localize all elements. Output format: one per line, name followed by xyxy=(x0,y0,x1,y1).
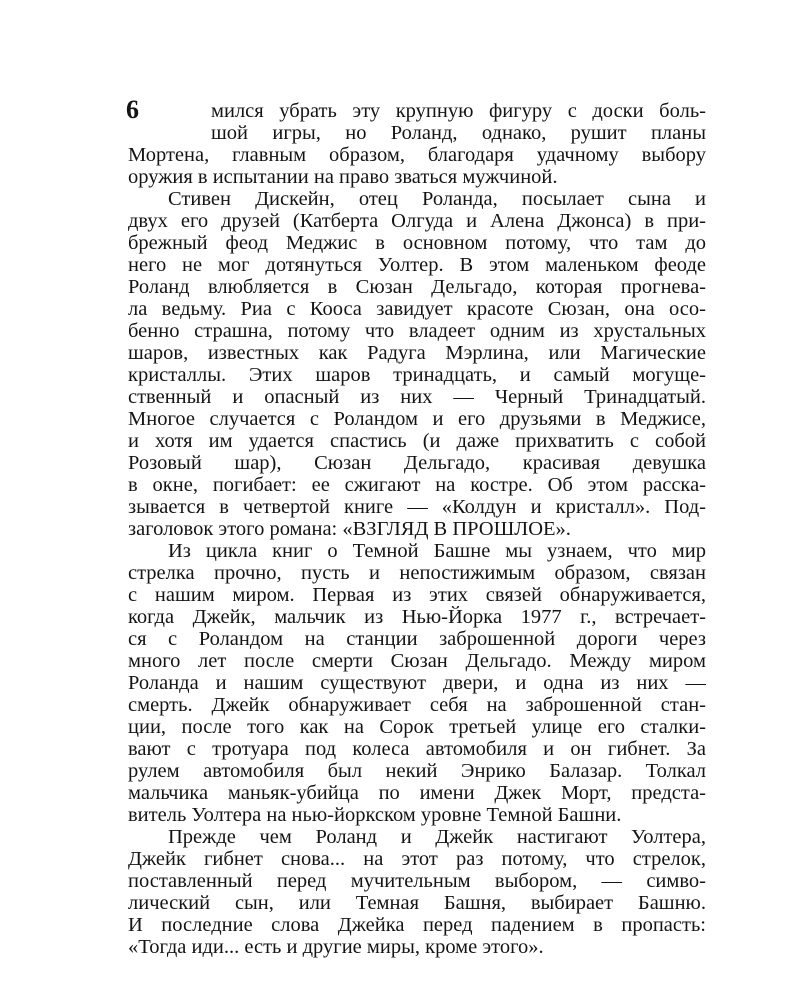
text-line: И последние слова Джейка перед падением в пропасть: xyxy=(128,914,706,936)
text-line: Прежде чем Роланд и Джейк настигают Уолтера, xyxy=(168,826,706,848)
text-line: оружия в испытании на право зваться мужчиной. xyxy=(128,166,558,188)
text-line: Стивен Дискейн, отец Роланда, посылает сына и xyxy=(168,188,706,210)
text-line: Роланд влюбляется в Сюзан Дельгадо, которая прогнева- xyxy=(128,276,706,298)
text-line: в окне, погибает: ее сжигают на костре. Об этом расска- xyxy=(128,474,706,496)
text-line: Мортена, главным образом, благодаря удачному выбору xyxy=(128,144,706,166)
text-line: зывается в четвертой книге — «Колдун и кристалл». Под- xyxy=(128,496,706,518)
text-line: с нашим миром. Первая из этих связей обнаруживается, xyxy=(128,584,706,606)
text-line: вают с тротуара под колеса автомобиля и он гибнет. За xyxy=(128,738,706,760)
text-line: когда Джейк, мальчик из Нью-Йорка 1977 г., встречает- xyxy=(128,606,706,628)
text-line: шаров, известных как Радуга Мэрлина, или Магические xyxy=(128,342,706,364)
text-line: ции, после того как на Сорок третьей улице его сталки- xyxy=(128,716,706,738)
text-line: заголовок этого романа: «ВЗГЛЯД В ПРОШЛОЕ». xyxy=(128,518,571,540)
text-line: двух его друзей (Катберта Олгуда и Алена Джонса) в при- xyxy=(128,210,706,232)
text-line: брежный феод Меджис в основном потому, что там до xyxy=(128,232,706,254)
text-line: лический сын, или Темная Башня, выбирает Башню. xyxy=(128,892,706,914)
text-line: Роланда и нашим существуют двери, и одна из них — xyxy=(128,672,706,694)
text-line: кристаллы. Этих шаров тринадцать, и самый могуще- xyxy=(128,364,706,386)
page-number: 6 xyxy=(126,95,139,124)
text-line: него не мог дотянуться Уолтер. В этом маленьком феоде xyxy=(128,254,706,276)
text-line: много лет после смерти Сюзан Дельгадо. Между миром xyxy=(128,650,706,672)
text-line: Многое случается с Роландом и его друзьями в Меджисе, xyxy=(128,408,706,430)
text-line: и хотя им удается спастись (и даже прихватить с собой xyxy=(128,430,706,452)
text-line: Джейк гибнет снова... на этот раз потому, что стрелок, xyxy=(128,848,706,870)
text-line: витель Уолтера на нью-йоркском уровне Темной Башни. xyxy=(128,804,622,826)
text-line: ственный и опасный из них — Черный Тринадцатый. xyxy=(128,386,706,408)
text-line: ла ведьму. Риа с Кооса завидует красоте Сюзан, она осо- xyxy=(128,298,706,320)
text-line: рулем автомобиля был некий Энрико Балазар. Толкал xyxy=(128,760,706,782)
text-line: ся с Роландом на станции заброшенной дороги через xyxy=(128,628,706,650)
text-line: «Тогда иди... есть и другие миры, кроме этого». xyxy=(128,936,544,958)
text-line: Розовый шар), Сюзан Дельгадо, красивая девушка xyxy=(128,452,706,474)
text-line: шой игры, но Роланд, однако, рушит планы xyxy=(211,122,706,144)
text-line: стрелка прочно, пусть и непостижимым образом, связан xyxy=(128,562,706,584)
text-line: мился убрать эту крупную фигуру с доски боль- xyxy=(211,100,706,122)
text-line: Из цикла книг о Темной Башне мы узнаем, что мир xyxy=(168,540,706,562)
text-line: смерть. Джейк обнаруживает себя на заброшенной стан- xyxy=(128,694,706,716)
text-line: поставленный перед мучительным выбором, — симво- xyxy=(128,870,706,892)
text-line: мальчика маньяк-убийца по имени Джек Морт, предста- xyxy=(128,782,706,804)
text-line: бенно страшна, потому что владеет одним из хрустальных xyxy=(128,320,706,342)
